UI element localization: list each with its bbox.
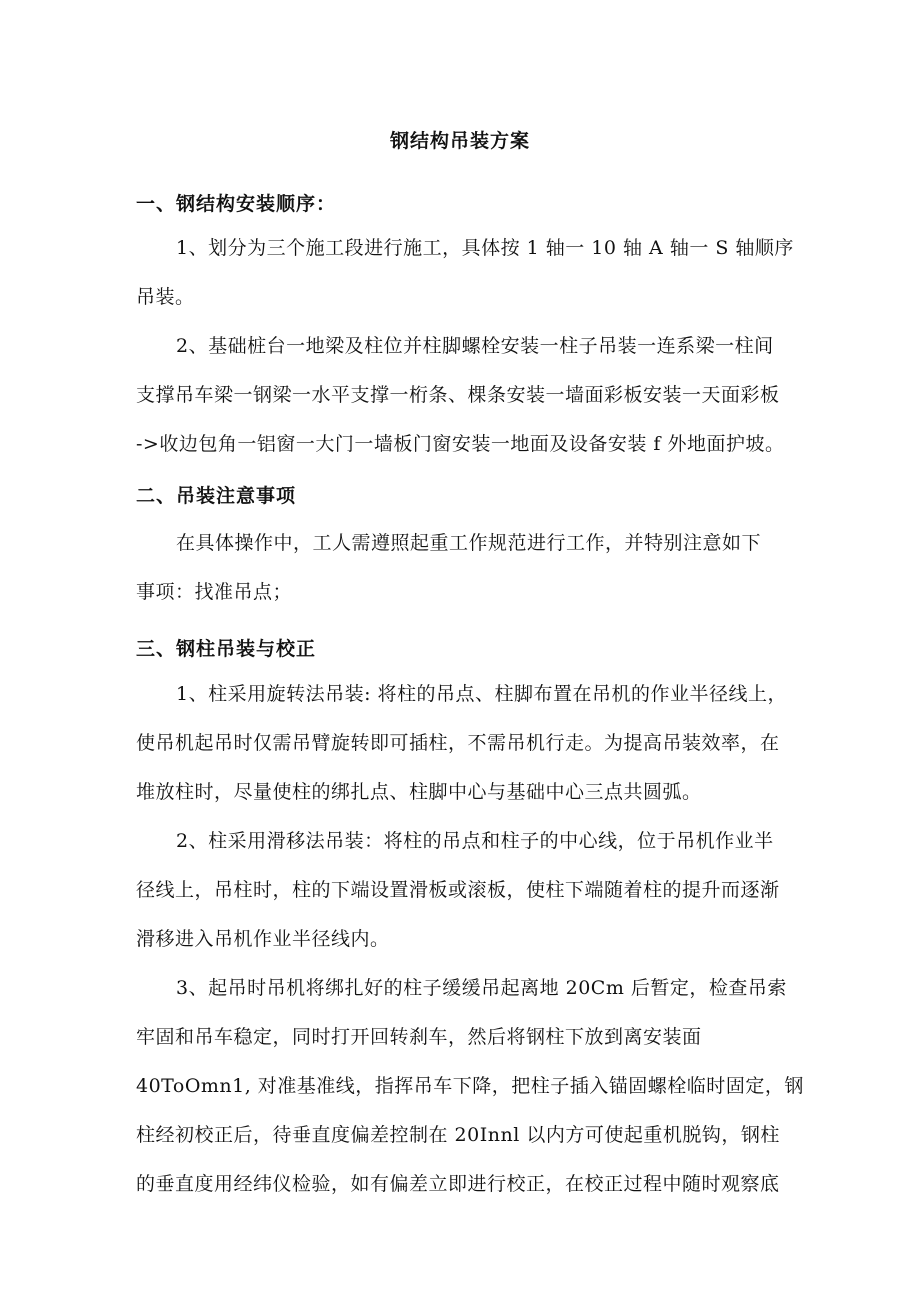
text-line: 40ToOmn1, 对准基准线，指挥吊车下降，把柱子插入锚固螺栓临时固定，钢 <box>136 1075 804 1097</box>
text-line: 事项：找准吊点； <box>136 581 293 603</box>
section-3-paragraph-3 <box>136 964 804 1209</box>
text-line: 牢固和吊车稳定，同时打开回转刹车，然后将钢柱下放到离安装面 <box>136 1026 702 1048</box>
document-title: 钢结构吊装方案 <box>389 130 530 152</box>
text-line: 2、柱采用滑移法吊装：将柱的吊点和柱子的中心线，位于吊机作业半 <box>176 830 774 852</box>
text-line: 1、柱采用旋转法吊装: 将柱的吊点、柱脚布置在吊机的作业半径线上， <box>176 683 788 705</box>
section-3-heading: 三、钢柱吊装与校正 <box>136 638 317 660</box>
text-line: 在具体操作中，工人需遵照起重工作规范进行工作，并特别注意如下 <box>176 532 762 554</box>
text-line: 支撑吊车梁一钢梁一水平支撑一桁条、棵条安装一墙面彩板安装一天面彩板 <box>136 384 780 406</box>
section-1-paragraph-1 <box>136 224 796 322</box>
text-line: 3、起吊时吊机将绑扎好的柱子缓缓吊起离地 20Cm 后暂定，检查吊索 <box>176 977 787 999</box>
text-line: 滑移进入吊机作业半径线内。 <box>136 928 390 950</box>
section-3-paragraph-1 <box>136 670 796 817</box>
text-line: 柱经初校正后，待垂直度偏差控制在 20Innl 以内方可使起重机脱钩，钢柱 <box>136 1124 780 1146</box>
text-line: 堆放柱时，尽量使柱的绑扎点、柱脚中心与基础中心三点共圆弧。 <box>136 781 702 803</box>
section-3-paragraph-2 <box>136 817 796 964</box>
section-2-paragraph-1 <box>136 519 796 617</box>
text-line: 2、基础桩台一地梁及柱位并柱脚螺栓安装一柱子吊装一连系梁一柱间 <box>176 335 774 357</box>
text-line: 径线上，吊柱时，柱的下端设置滑板或滚板，使柱下端随着柱的提升而逐渐 <box>136 879 780 901</box>
section-2-heading: 二、吊装注意事项 <box>136 485 297 507</box>
text-line: 1、划分为三个施工段进行施工，具体按 1 轴一 10 轴 A 轴一 S 轴顺序 <box>176 237 794 259</box>
text-line: ->收边包角一铝窗一大门一墙板门窗安装一地面及设备安装 f 外地面护坡。 <box>136 433 785 455</box>
text-line: 使吊机起吊时仅需吊臂旋转即可插柱，不需吊机行走。为提高吊装效率，在 <box>136 732 780 754</box>
section-1-heading: 一、钢结构安装顺序： <box>136 193 337 215</box>
text-line: 的垂直度用经纬仪检验，如有偏差立即进行校正，在校正过程中随时观察底 <box>136 1173 780 1195</box>
section-1-paragraph-2 <box>136 322 796 469</box>
text-line: 吊装。 <box>136 286 195 308</box>
